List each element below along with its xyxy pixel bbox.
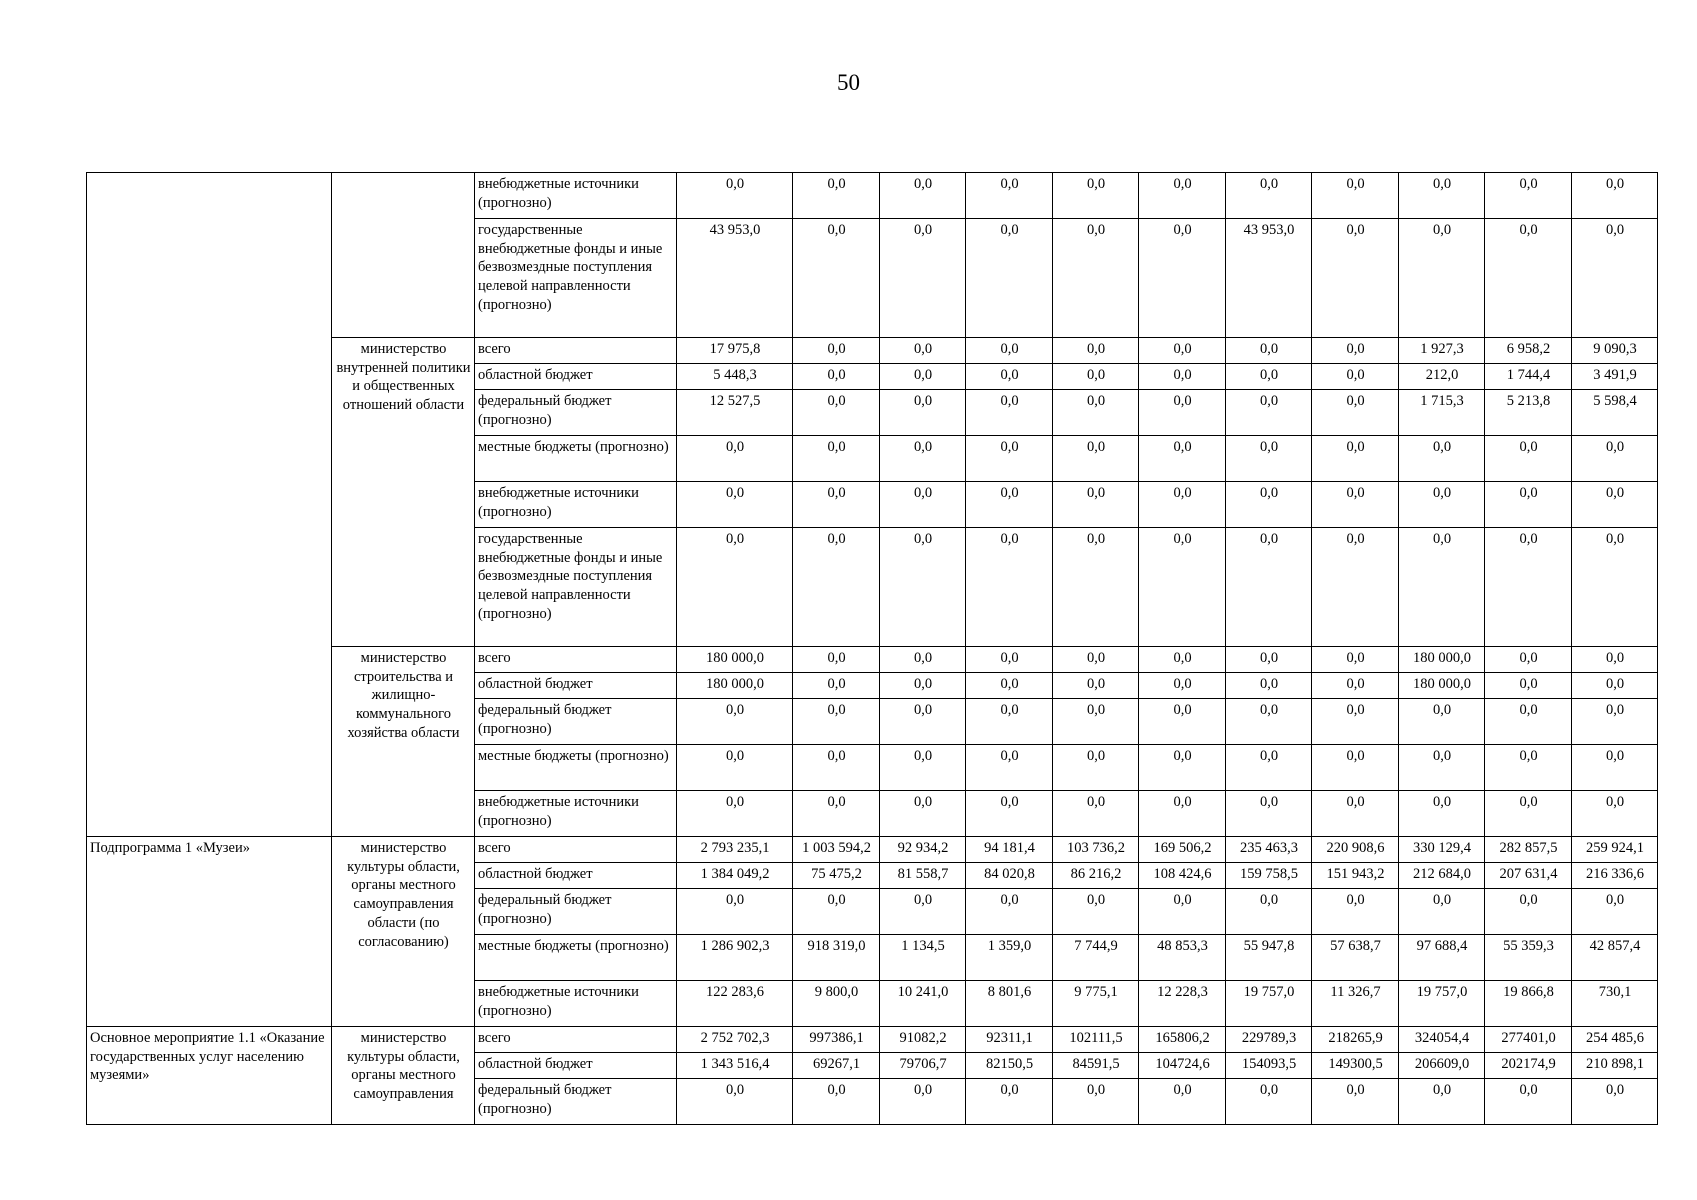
- source-cell: областной бюджет: [475, 863, 677, 889]
- table-body: [87, 173, 1658, 1125]
- value-cell: 0,0: [880, 390, 966, 436]
- table-row: [87, 1027, 1658, 1053]
- value-cell: 0,0: [677, 889, 793, 935]
- value-cell: 0,0: [1485, 699, 1572, 745]
- value-cell: 0,0: [880, 699, 966, 745]
- value-cell: 0,0: [966, 699, 1053, 745]
- source-cell: местные бюджеты (прогнозно): [475, 745, 677, 791]
- value-cell: 9 775,1: [1053, 981, 1139, 1027]
- value-cell: 84591,5: [1053, 1053, 1139, 1079]
- value-cell: 1 359,0: [966, 935, 1053, 981]
- value-cell: 0,0: [1139, 528, 1226, 647]
- value-cell: 0,0: [677, 745, 793, 791]
- value-cell: 0,0: [793, 390, 880, 436]
- value-cell: 19 757,0: [1399, 981, 1485, 1027]
- value-cell: 0,0: [1226, 699, 1312, 745]
- value-cell: 1 715,3: [1399, 390, 1485, 436]
- value-cell: 0,0: [1485, 791, 1572, 837]
- value-cell: 0,0: [793, 482, 880, 528]
- source-cell: всего: [475, 1027, 677, 1053]
- value-cell: 55 359,3: [1485, 935, 1572, 981]
- source-cell: федеральный бюджет (прогнозно): [475, 699, 677, 745]
- value-cell: 1 134,5: [880, 935, 966, 981]
- value-cell: 0,0: [1399, 482, 1485, 528]
- value-cell: 0,0: [793, 1079, 880, 1125]
- value-cell: 0,0: [1226, 673, 1312, 699]
- value-cell: 0,0: [1139, 745, 1226, 791]
- value-cell: 0,0: [880, 528, 966, 647]
- value-cell: 103 736,2: [1053, 837, 1139, 863]
- value-cell: 0,0: [1485, 1079, 1572, 1125]
- value-cell: 0,0: [1399, 436, 1485, 482]
- value-cell: 94 181,4: [966, 837, 1053, 863]
- value-cell: 0,0: [1399, 173, 1485, 219]
- value-cell: 0,0: [1053, 219, 1139, 338]
- value-cell: 0,0: [1399, 528, 1485, 647]
- value-cell: 154093,5: [1226, 1053, 1312, 1079]
- value-cell: 218265,9: [1312, 1027, 1399, 1053]
- value-cell: 5 448,3: [677, 364, 793, 390]
- value-cell: 0,0: [1312, 364, 1399, 390]
- value-cell: 0,0: [1312, 390, 1399, 436]
- value-cell: 3 491,9: [1572, 364, 1658, 390]
- source-cell: внебюджетные источники (прогнозно): [475, 791, 677, 837]
- value-cell: 0,0: [880, 364, 966, 390]
- value-cell: 0,0: [677, 699, 793, 745]
- value-cell: 212 684,0: [1399, 863, 1485, 889]
- value-cell: 207 631,4: [1485, 863, 1572, 889]
- value-cell: 1 744,4: [1485, 364, 1572, 390]
- value-cell: 0,0: [966, 745, 1053, 791]
- value-cell: 43 953,0: [677, 219, 793, 338]
- value-cell: 0,0: [1053, 889, 1139, 935]
- value-cell: 0,0: [1226, 364, 1312, 390]
- value-cell: 81 558,7: [880, 863, 966, 889]
- value-cell: 0,0: [1312, 699, 1399, 745]
- value-cell: 0,0: [1485, 482, 1572, 528]
- value-cell: 0,0: [1572, 889, 1658, 935]
- value-cell: 0,0: [880, 791, 966, 837]
- value-cell: 17 975,8: [677, 338, 793, 364]
- value-cell: 0,0: [793, 528, 880, 647]
- value-cell: 180 000,0: [1399, 647, 1485, 673]
- value-cell: 0,0: [1226, 791, 1312, 837]
- value-cell: 216 336,6: [1572, 863, 1658, 889]
- value-cell: 0,0: [966, 791, 1053, 837]
- source-cell: местные бюджеты (прогнозно): [475, 436, 677, 482]
- value-cell: 42 857,4: [1572, 935, 1658, 981]
- value-cell: 159 758,5: [1226, 863, 1312, 889]
- value-cell: 0,0: [1053, 699, 1139, 745]
- value-cell: 202174,9: [1485, 1053, 1572, 1079]
- executor-cell: министерство строительства и жилищно-коммунального хозяйства области: [332, 647, 475, 837]
- value-cell: 0,0: [1053, 482, 1139, 528]
- value-cell: 48 853,3: [1139, 935, 1226, 981]
- value-cell: 0,0: [1226, 173, 1312, 219]
- source-cell: федеральный бюджет (прогнозно): [475, 390, 677, 436]
- value-cell: 0,0: [966, 436, 1053, 482]
- value-cell: 0,0: [1139, 889, 1226, 935]
- value-cell: 1 286 902,3: [677, 935, 793, 981]
- value-cell: 0,0: [677, 482, 793, 528]
- value-cell: 0,0: [1226, 436, 1312, 482]
- value-cell: 0,0: [1312, 482, 1399, 528]
- value-cell: 10 241,0: [880, 981, 966, 1027]
- value-cell: 0,0: [880, 745, 966, 791]
- value-cell: 0,0: [1139, 791, 1226, 837]
- value-cell: 0,0: [677, 436, 793, 482]
- value-cell: 92311,1: [966, 1027, 1053, 1053]
- value-cell: 918 319,0: [793, 935, 880, 981]
- value-cell: 2 752 702,3: [677, 1027, 793, 1053]
- value-cell: 86 216,2: [1053, 863, 1139, 889]
- source-cell: всего: [475, 338, 677, 364]
- value-cell: 0,0: [1485, 889, 1572, 935]
- value-cell: 0,0: [1139, 338, 1226, 364]
- value-cell: 84 020,8: [966, 863, 1053, 889]
- value-cell: 0,0: [677, 791, 793, 837]
- value-cell: 330 129,4: [1399, 837, 1485, 863]
- value-cell: 0,0: [677, 1079, 793, 1125]
- value-cell: 0,0: [1312, 889, 1399, 935]
- value-cell: 0,0: [1312, 436, 1399, 482]
- value-cell: 0,0: [1053, 745, 1139, 791]
- value-cell: 1 927,3: [1399, 338, 1485, 364]
- value-cell: 57 638,7: [1312, 935, 1399, 981]
- value-cell: 0,0: [793, 791, 880, 837]
- value-cell: 0,0: [966, 1079, 1053, 1125]
- value-cell: 0,0: [1053, 791, 1139, 837]
- value-cell: 212,0: [1399, 364, 1485, 390]
- value-cell: 220 908,6: [1312, 837, 1399, 863]
- value-cell: 0,0: [880, 436, 966, 482]
- value-cell: 0,0: [1485, 436, 1572, 482]
- value-cell: 0,0: [1053, 390, 1139, 436]
- value-cell: 0,0: [1572, 482, 1658, 528]
- value-cell: 69267,1: [793, 1053, 880, 1079]
- source-cell: областной бюджет: [475, 673, 677, 699]
- value-cell: 0,0: [966, 364, 1053, 390]
- value-cell: 0,0: [1139, 1079, 1226, 1125]
- value-cell: 0,0: [1572, 436, 1658, 482]
- source-cell: внебюджетные источники (прогнозно): [475, 981, 677, 1027]
- value-cell: 324054,4: [1399, 1027, 1485, 1053]
- value-cell: 151 943,2: [1312, 863, 1399, 889]
- source-cell: всего: [475, 647, 677, 673]
- value-cell: 0,0: [793, 219, 880, 338]
- value-cell: 0,0: [1053, 338, 1139, 364]
- value-cell: 0,0: [1053, 436, 1139, 482]
- source-cell: местные бюджеты (прогнозно): [475, 935, 677, 981]
- value-cell: 0,0: [880, 219, 966, 338]
- value-cell: 0,0: [793, 699, 880, 745]
- value-cell: 0,0: [1053, 1079, 1139, 1125]
- value-cell: 6 958,2: [1485, 338, 1572, 364]
- value-cell: 0,0: [1226, 889, 1312, 935]
- value-cell: 0,0: [1226, 338, 1312, 364]
- value-cell: 102111,5: [1053, 1027, 1139, 1053]
- value-cell: 259 924,1: [1572, 837, 1658, 863]
- value-cell: 0,0: [1139, 390, 1226, 436]
- value-cell: 0,0: [1053, 647, 1139, 673]
- value-cell: 277401,0: [1485, 1027, 1572, 1053]
- value-cell: 92 934,2: [880, 837, 966, 863]
- value-cell: 0,0: [1485, 219, 1572, 338]
- value-cell: 0,0: [793, 436, 880, 482]
- value-cell: 9 090,3: [1572, 338, 1658, 364]
- value-cell: 1 003 594,2: [793, 837, 880, 863]
- value-cell: 0,0: [1139, 647, 1226, 673]
- value-cell: 0,0: [880, 338, 966, 364]
- value-cell: 0,0: [1139, 673, 1226, 699]
- value-cell: 104724,6: [1139, 1053, 1226, 1079]
- value-cell: 0,0: [966, 647, 1053, 673]
- value-cell: 43 953,0: [1226, 219, 1312, 338]
- source-cell: федеральный бюджет (прогнозно): [475, 1079, 677, 1125]
- value-cell: 122 283,6: [677, 981, 793, 1027]
- value-cell: 0,0: [1226, 482, 1312, 528]
- value-cell: 5 598,4: [1572, 390, 1658, 436]
- value-cell: 0,0: [880, 673, 966, 699]
- value-cell: 0,0: [677, 173, 793, 219]
- value-cell: 0,0: [880, 482, 966, 528]
- value-cell: 0,0: [1226, 745, 1312, 791]
- value-cell: 149300,5: [1312, 1053, 1399, 1079]
- value-cell: 1 343 516,4: [677, 1053, 793, 1079]
- value-cell: 19 757,0: [1226, 981, 1312, 1027]
- value-cell: 0,0: [1312, 673, 1399, 699]
- source-cell: всего: [475, 837, 677, 863]
- source-cell: государственные внебюджетные фонды и иные безвозмездные поступления целевой направленности (прогнозно): [475, 219, 677, 338]
- executor-cell: министерство внутренней политики и общественных отношений области: [332, 338, 475, 647]
- value-cell: 0,0: [880, 1079, 966, 1125]
- source-cell: внебюджетные источники (прогнозно): [475, 482, 677, 528]
- value-cell: 0,0: [1226, 1079, 1312, 1125]
- program-cell: Подпрограмма 1 «Музеи»: [87, 837, 332, 1027]
- value-cell: 0,0: [1399, 889, 1485, 935]
- value-cell: 0,0: [793, 889, 880, 935]
- value-cell: 0,0: [1399, 1079, 1485, 1125]
- value-cell: 0,0: [793, 364, 880, 390]
- value-cell: 0,0: [880, 889, 966, 935]
- executor-cell: министерство культуры области, органы местного самоуправления: [332, 1027, 475, 1125]
- executor-cell: министерство культуры области, органы местного самоуправления области (по согласованию): [332, 837, 475, 1027]
- value-cell: 0,0: [793, 173, 880, 219]
- value-cell: 180 000,0: [677, 647, 793, 673]
- value-cell: 0,0: [1312, 219, 1399, 338]
- value-cell: 0,0: [1312, 745, 1399, 791]
- value-cell: 0,0: [1312, 528, 1399, 647]
- value-cell: 0,0: [1053, 173, 1139, 219]
- program-cell: Основное мероприятие 1.1 «Оказание государственных услуг населению музеями»: [87, 1027, 332, 1125]
- source-cell: областной бюджет: [475, 1053, 677, 1079]
- value-cell: 5 213,8: [1485, 390, 1572, 436]
- value-cell: 730,1: [1572, 981, 1658, 1027]
- value-cell: 206609,0: [1399, 1053, 1485, 1079]
- value-cell: 0,0: [677, 528, 793, 647]
- value-cell: 0,0: [1312, 647, 1399, 673]
- value-cell: 0,0: [1399, 745, 1485, 791]
- value-cell: 0,0: [1139, 219, 1226, 338]
- value-cell: 0,0: [1053, 528, 1139, 647]
- value-cell: 0,0: [966, 889, 1053, 935]
- value-cell: 75 475,2: [793, 863, 880, 889]
- value-cell: 0,0: [1226, 390, 1312, 436]
- value-cell: 0,0: [793, 338, 880, 364]
- value-cell: 0,0: [966, 219, 1053, 338]
- value-cell: 0,0: [1399, 219, 1485, 338]
- value-cell: 0,0: [1312, 1079, 1399, 1125]
- value-cell: 0,0: [1485, 745, 1572, 791]
- value-cell: 97 688,4: [1399, 935, 1485, 981]
- value-cell: 0,0: [1399, 791, 1485, 837]
- value-cell: 0,0: [1139, 364, 1226, 390]
- value-cell: 55 947,8: [1226, 935, 1312, 981]
- value-cell: 0,0: [1226, 528, 1312, 647]
- value-cell: 0,0: [1399, 699, 1485, 745]
- table-row: [87, 837, 1658, 863]
- source-cell: федеральный бюджет (прогнозно): [475, 889, 677, 935]
- value-cell: 0,0: [1572, 528, 1658, 647]
- value-cell: 8 801,6: [966, 981, 1053, 1027]
- table-row: [87, 173, 1658, 219]
- value-cell: 0,0: [793, 745, 880, 791]
- value-cell: 0,0: [1572, 647, 1658, 673]
- value-cell: 19 866,8: [1485, 981, 1572, 1027]
- source-cell: внебюджетные источники (прогнозно): [475, 173, 677, 219]
- value-cell: 0,0: [1572, 745, 1658, 791]
- value-cell: 9 800,0: [793, 981, 880, 1027]
- value-cell: 11 326,7: [1312, 981, 1399, 1027]
- value-cell: 79706,7: [880, 1053, 966, 1079]
- value-cell: 0,0: [1139, 699, 1226, 745]
- value-cell: 210 898,1: [1572, 1053, 1658, 1079]
- value-cell: 0,0: [1139, 436, 1226, 482]
- value-cell: 0,0: [1572, 673, 1658, 699]
- page-number: 50: [837, 70, 860, 95]
- budget-table: [86, 172, 1658, 1125]
- value-cell: 7 744,9: [1053, 935, 1139, 981]
- value-cell: 0,0: [1572, 791, 1658, 837]
- value-cell: 0,0: [1572, 1079, 1658, 1125]
- value-cell: 0,0: [966, 528, 1053, 647]
- value-cell: 0,0: [966, 390, 1053, 436]
- value-cell: 0,0: [1312, 338, 1399, 364]
- executor-cell: [332, 173, 475, 338]
- value-cell: 0,0: [1485, 173, 1572, 219]
- source-cell: областной бюджет: [475, 364, 677, 390]
- value-cell: 12 527,5: [677, 390, 793, 436]
- value-cell: 82150,5: [966, 1053, 1053, 1079]
- value-cell: 0,0: [1572, 173, 1658, 219]
- value-cell: 180 000,0: [677, 673, 793, 699]
- value-cell: 91082,2: [880, 1027, 966, 1053]
- value-cell: 2 793 235,1: [677, 837, 793, 863]
- value-cell: 997386,1: [793, 1027, 880, 1053]
- value-cell: 169 506,2: [1139, 837, 1226, 863]
- value-cell: 1 384 049,2: [677, 863, 793, 889]
- value-cell: 0,0: [880, 647, 966, 673]
- value-cell: 254 485,6: [1572, 1027, 1658, 1053]
- value-cell: 0,0: [1139, 173, 1226, 219]
- value-cell: 0,0: [793, 673, 880, 699]
- value-cell: 165806,2: [1139, 1027, 1226, 1053]
- value-cell: 12 228,3: [1139, 981, 1226, 1027]
- value-cell: 108 424,6: [1139, 863, 1226, 889]
- value-cell: 0,0: [1485, 673, 1572, 699]
- value-cell: 0,0: [1053, 364, 1139, 390]
- value-cell: 229789,3: [1226, 1027, 1312, 1053]
- value-cell: 0,0: [966, 673, 1053, 699]
- value-cell: 180 000,0: [1399, 673, 1485, 699]
- value-cell: 0,0: [1053, 673, 1139, 699]
- value-cell: 0,0: [1139, 482, 1226, 528]
- value-cell: 0,0: [1572, 219, 1658, 338]
- program-cell: [87, 173, 332, 837]
- value-cell: 0,0: [1572, 699, 1658, 745]
- value-cell: 0,0: [966, 173, 1053, 219]
- value-cell: 0,0: [966, 338, 1053, 364]
- value-cell: 0,0: [966, 482, 1053, 528]
- source-cell: государственные внебюджетные фонды и иные безвозмездные поступления целевой направленности (прогнозно): [475, 528, 677, 647]
- value-cell: 0,0: [1485, 647, 1572, 673]
- value-cell: 0,0: [1312, 791, 1399, 837]
- value-cell: 0,0: [1312, 173, 1399, 219]
- value-cell: 282 857,5: [1485, 837, 1572, 863]
- value-cell: 0,0: [1226, 647, 1312, 673]
- value-cell: 0,0: [880, 173, 966, 219]
- value-cell: 0,0: [793, 647, 880, 673]
- value-cell: 0,0: [1485, 528, 1572, 647]
- value-cell: 235 463,3: [1226, 837, 1312, 863]
